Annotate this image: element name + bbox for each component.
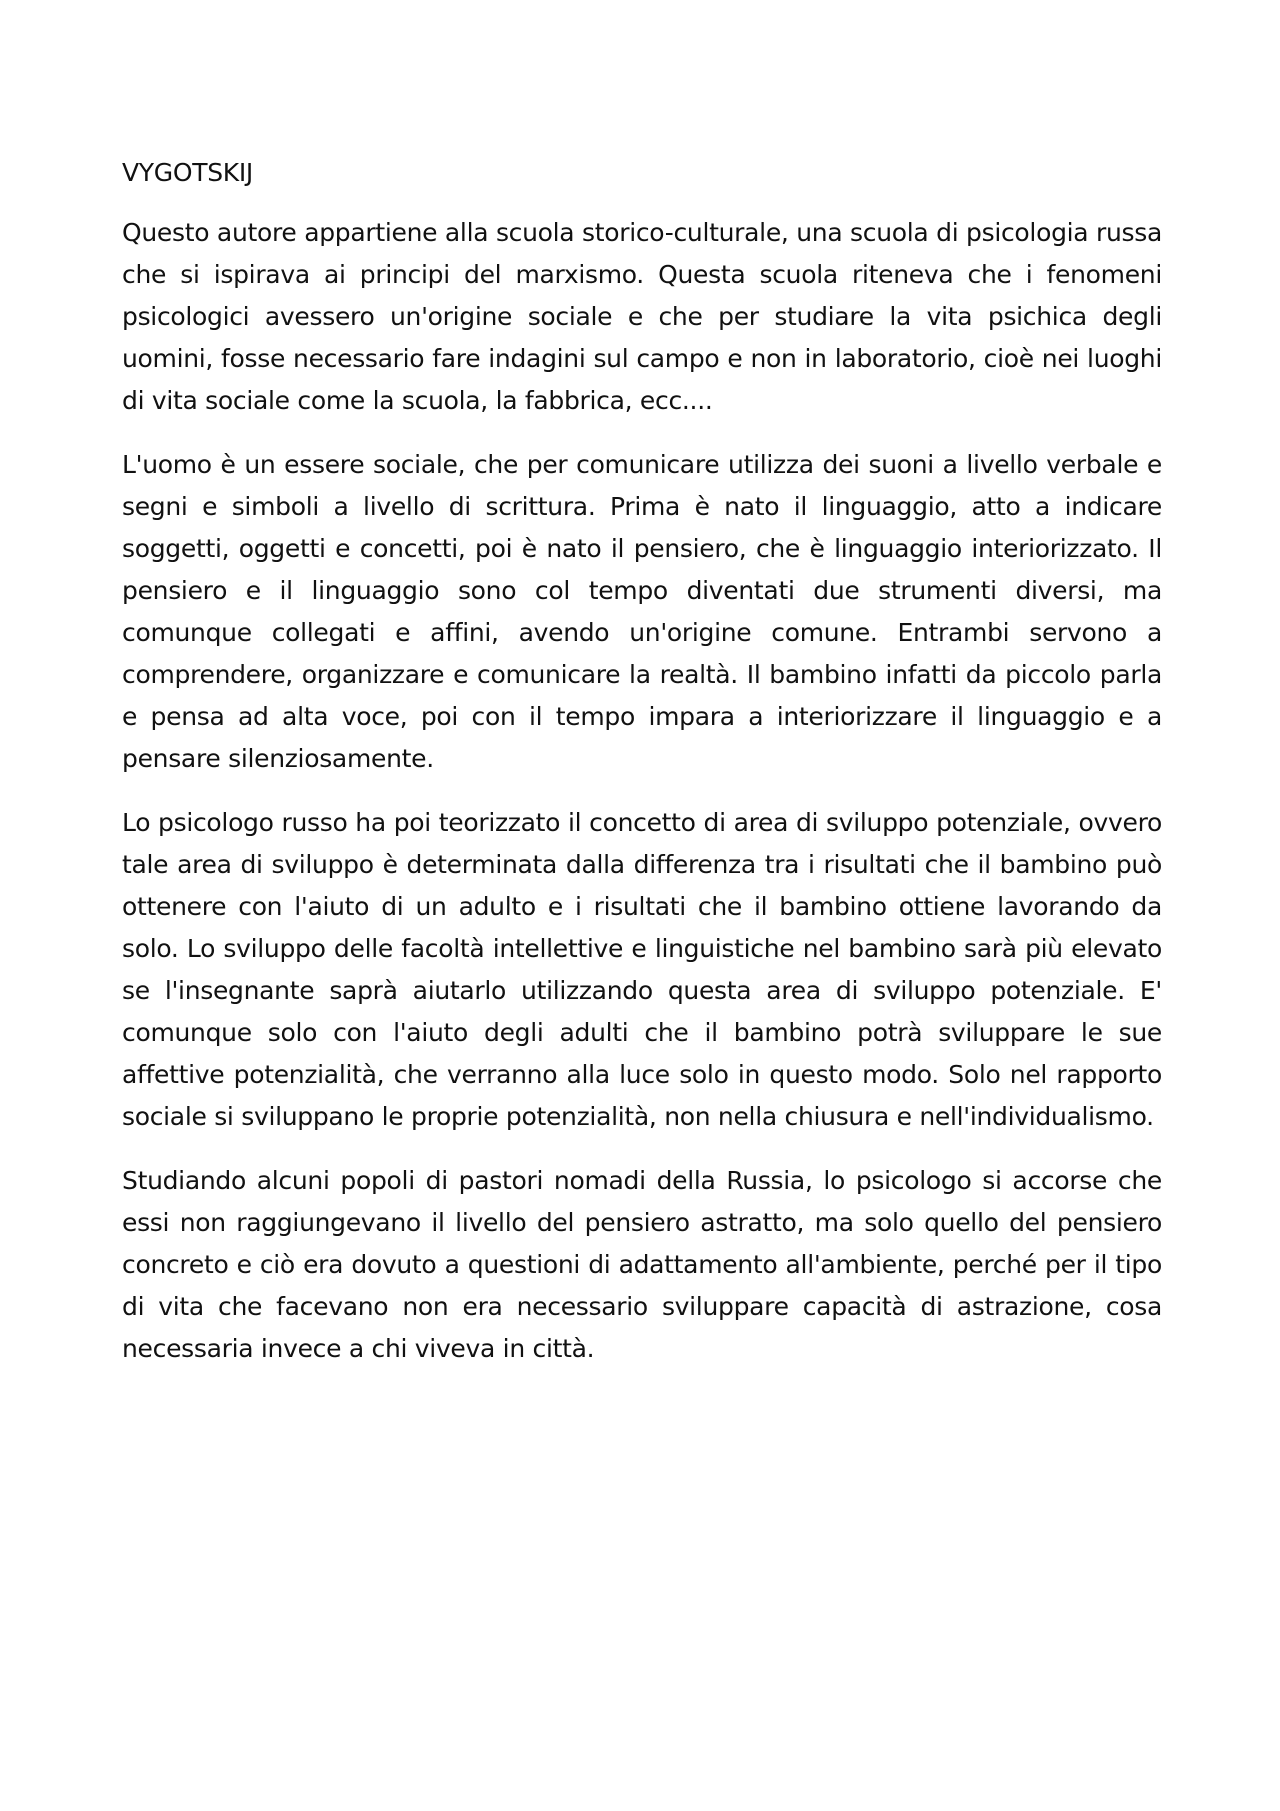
paragraph-3: Lo psicologo russo ha poi teorizzato il concetto di area di sviluppo potenziale, ovvero tale area di sviluppo è determinata dalla differenza tra i risultati che il bambino può ottenere con l'aiuto di un adulto e i risultati che il bambino ottiene lavorando da solo. Lo sviluppo delle facoltà intellettive e linguistiche nel bambino sarà più elevato se l'insegnante saprà aiutarlo utilizzando questa area di sviluppo potenziale. E' comunque solo con l'aiuto degli adulti che il bambino potrà sviluppare le sue affettive potenzialità, che verranno alla luce solo in questo modo. Solo nel rapporto sociale si sviluppano le proprie potenzialità, non nella chiusura e nell'individualismo. [122,808,1162,1131]
document-title: VYGOTSKIJ [122,158,254,187]
paragraph-2: L'uomo è un essere sociale, che per comunicare utilizza dei suoni a livello verbale e segni e simboli a livello di scrittura. Prima è nato il linguaggio, atto a indicare soggetti, oggetti e concetti, poi è nato il pensiero, che è linguaggio interiorizzato. Il pensiero e il linguaggio sono col tempo diventati due strumenti diversi, ma comunque collegati e affini, avendo un'origine comune. Entrambi servono a comprendere, organizzare e comunicare la realtà. Il bambino infatti da piccolo parla e pensa ad alta voce, poi con il tempo impara a interiorizzare il linguaggio e a pensare silenziosamente. [122,450,1162,773]
paragraph-4: Studiando alcuni popoli di pastori nomadi della Russia, lo psicologo si accorse che essi non raggiungevano il livello del pensiero astratto, ma solo quello del pensiero concreto e ciò era dovuto a questioni di adattamento all'ambiente, perché per il tipo di vita che facevano non era necessario sviluppare capacità di astrazione, cosa necessaria invece a chi viveva in città. [122,1166,1162,1363]
paragraph-1: Questo autore appartiene alla scuola storico-culturale, una scuola di psicologia russa che si ispirava ai principi del marxismo. Questa scuola riteneva che i fenomeni psicologici avessero un'origine sociale e che per studiare la vita psichica degli uomini, fosse necessario fare indagini sul campo e non in laboratorio, cioè nei luoghi di vita sociale come la scuola, la fabbrica, ecc.... [122,218,1162,415]
document-body [122,152,1162,1392]
